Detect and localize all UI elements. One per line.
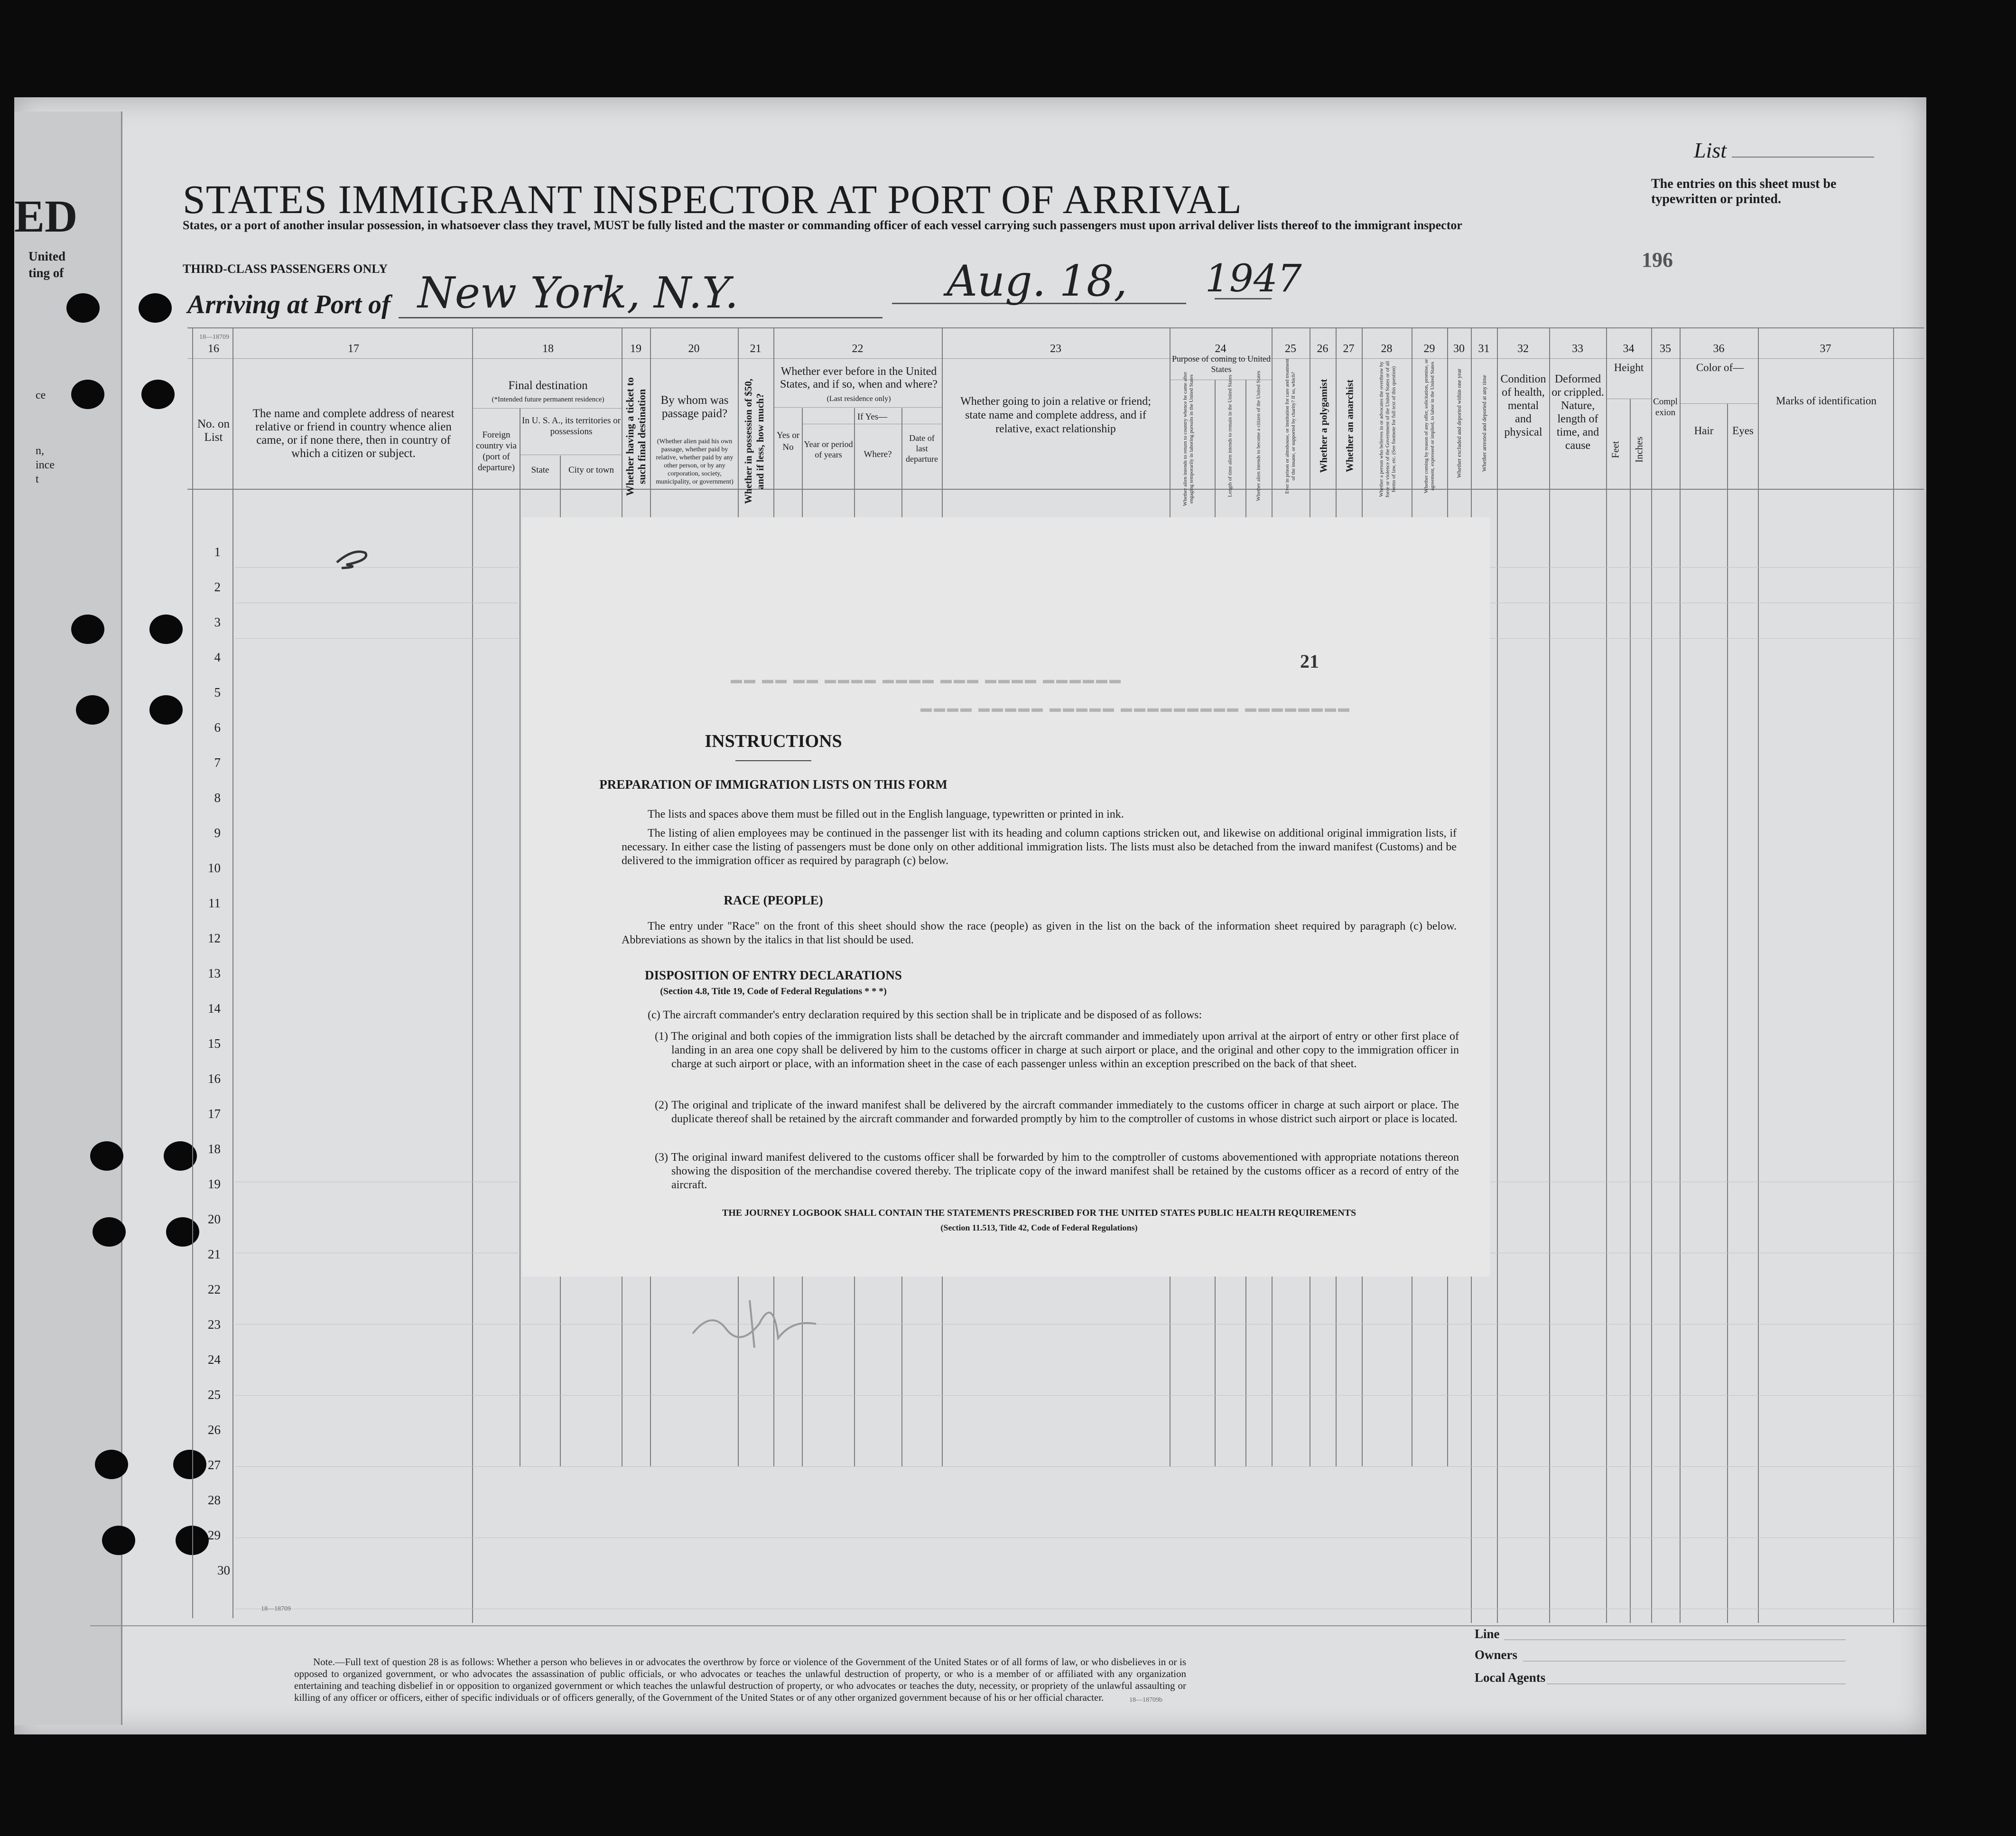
pen-mark: [332, 539, 375, 572]
col30-header: Whether excluded and deported within one year: [1456, 368, 1462, 478]
column-number: 30: [1453, 343, 1465, 355]
col20-header: By whom was passage paid?: [660, 394, 729, 420]
section-subheading: (Section 4.8, Title 19, Code of Federal Regulations * * *): [660, 986, 887, 997]
col24c-header: Whether alien intends to become a citizen of the United States: [1255, 371, 1262, 501]
header-bottom-rule: [187, 489, 1924, 490]
instruction-text: (2) The original and triplicate of the inward manifest shall be delivered by the aircraft commander immediately to the customs officer in charge at such airport or place. The duplicate thereof shall be retained by the aircraft commander and forwarded promptly by him to the comptroller of customs in whose district such airport or place is located.: [655, 1099, 1459, 1125]
column-number: 24: [1215, 343, 1226, 355]
row-number: 28: [208, 1493, 221, 1507]
row-rule: [235, 1466, 1924, 1467]
col-divider: [1606, 327, 1607, 1623]
column-number: 29: [1423, 343, 1435, 355]
col21-header: Whether in possession of $50, and if less, how much?: [743, 379, 766, 504]
left-fragment: n, ince t: [36, 445, 55, 485]
column-number: 20: [688, 343, 700, 355]
col-divider: [1549, 327, 1550, 1623]
column-number: 23: [1050, 343, 1061, 355]
row-number: 18: [208, 1142, 221, 1156]
col22-if-yes: If Yes—: [857, 412, 888, 422]
column-number: 18: [542, 343, 554, 355]
punch-hole: [141, 380, 175, 409]
column-number: 19: [630, 343, 641, 355]
punch-hole: [93, 1217, 126, 1247]
port-value: New York, N.Y.: [418, 268, 739, 318]
punch-hole: [102, 1526, 135, 1555]
col33-header: Deformed or crippled. Nature, length of time, and cause: [1551, 373, 1604, 452]
row-number: 23: [208, 1317, 221, 1332]
owners-label: Owners: [1475, 1648, 1517, 1662]
form-code-top: 18—18709: [199, 334, 229, 341]
left-line-1: United: [28, 249, 66, 263]
col25-header: Ever in prison or almshouse, or institution for care and treatment of the insane, or supported by charity? If so, which?: [1284, 358, 1296, 494]
row-number: 1: [214, 545, 221, 559]
left-fragment: ce: [36, 389, 46, 401]
col-divider: [1497, 327, 1498, 1623]
col18-state: State: [531, 465, 549, 475]
row-number: 24: [208, 1352, 221, 1367]
punch-hole: [71, 615, 104, 644]
list-label: List: [1694, 138, 1727, 162]
page-title: STATES IMMIGRANT INSPECTOR AT PORT OF ARRIVAL: [183, 177, 1242, 222]
local-agents-label: Local Agents: [1475, 1670, 1546, 1685]
column-number: 32: [1517, 343, 1529, 355]
row-number: 2: [214, 580, 221, 594]
section-heading: PREPARATION OF IMMIGRATION LISTS ON THIS FORM: [599, 777, 948, 792]
form-code-bottom: 18—18709: [261, 1605, 291, 1612]
row-number: 12: [208, 931, 221, 945]
page-subtitle: States, or a port of another insular possession, in whatsoever class they travel, MUST be fully listed and the master or commanding officer of each vessel carrying such passengers must upon arrival deliver lists thereof to the immigrant inspector: [183, 218, 1462, 232]
column-number: 16: [208, 343, 219, 355]
row-number: 26: [208, 1423, 221, 1437]
section-heading: THE JOURNEY LOGBOOK SHALL CONTAIN THE STATEMENTS PRESCRIBED FOR THE UNITED STATES PUBLIC HEALTH REQUIREMENTS: [722, 1208, 1356, 1218]
punch-hole: [71, 380, 104, 409]
row-number: 16: [208, 1072, 221, 1086]
col18-title: Final destination: [508, 379, 588, 392]
col24a-header: Whether alien intends to return to country whence he came after engaging temporarily in laboring pursuits in the United States: [1182, 372, 1194, 506]
faint-signature: [683, 1281, 826, 1352]
date-value: Aug. 18,: [947, 256, 1127, 306]
section-subheading: (Section 11.513, Title 42, Code of Federal Regulations): [940, 1223, 1138, 1232]
row-number: 30: [217, 1563, 230, 1577]
col32-header: Condition of health, mental and physical: [1500, 373, 1546, 438]
row-number: 21: [208, 1247, 221, 1261]
col-divider: [1680, 327, 1681, 1623]
row-number: 6: [214, 720, 221, 735]
row-number: 13: [208, 966, 221, 980]
section-heading: RACE (PEOPLE): [724, 893, 823, 907]
column-number: 36: [1713, 343, 1725, 355]
punch-hole: [66, 293, 100, 323]
instruction-text: (3) The original inward manifest delivered to the customs officer shall be forwarded by him to the comptroller of customs abovementioned with appropriate notations thereon showing the disposition of the merchandise covered thereby. The triplicate copy of the inward manifest shall be retained by the customs officer as a record of entry of the aircraft.: [655, 1151, 1459, 1191]
col22-year: Year or period of years: [804, 439, 853, 459]
col24-header: Purpose of coming to United States: [1172, 354, 1271, 374]
col28-header: Whether a person who believes in or advocates the overthrow by force or violence of the Government of the United States or of all forms of law, etc. (See footnote for full text of this question): [1378, 361, 1397, 498]
col22-header: Whether ever before in the United States, and if so, when and where?: [780, 365, 938, 391]
col-divider: [1727, 403, 1728, 1623]
year-value: 1947: [1205, 256, 1302, 300]
column-number-rule: [187, 358, 1924, 359]
col18-usa: In U. S. A., its territories or possessions: [522, 416, 621, 437]
row-number: 4: [214, 650, 221, 664]
col35-header: Complexion: [1653, 397, 1678, 418]
column-number: 34: [1623, 343, 1635, 355]
bleed-through-number: 21: [1300, 651, 1319, 672]
col18-subtitle: (*Intended future permanent residence): [492, 396, 604, 403]
instruction-text: The entry under "Race" on the front of this sheet should show the race (people) as given in the list on the back of the information sheet required by paragraph (c) below. Abbreviations as shown by the italics in that list should be used.: [622, 920, 1457, 946]
col22-rule: [774, 407, 942, 408]
class-note: THIRD-CLASS PASSENGERS ONLY: [183, 262, 388, 276]
row-number: 20: [208, 1212, 221, 1226]
col26-header: Whether a polygamist: [1318, 379, 1329, 473]
col18-rule: [473, 408, 622, 409]
col20-note: (Whether alien paid his own passage, whether paid by relative, whether paid by any other person, or by any corporation, society, municipality, or government): [656, 438, 734, 485]
table-top-rule: [187, 327, 1924, 328]
instruction-text: The listing of alien employees may be continued in the passenger list with its heading and column captions stricken out, and likewise on additional original immigration lists, if necessary. In either case the listing of passengers must be done only on other additional immigration lists. The lists must also be detached from the inward manifest (Customs) and be delivered to the immigration officer as required by paragraph (c) below.: [622, 827, 1457, 867]
col16-header: No. on List: [197, 418, 230, 444]
footnote: Note.—Full text of question 28 is as follows: Whether a person who believes in or advocates the overthrow by force or violence of the Government of the United States or of all forms of law, or who disbelieves in or is opposed to organized government, or who advocates the assassination of public officials, or who advocates or teaches the unlawful destruction of property, or who is a member of or affiliated with any organization entertaining and teaching disbelief in or opposition to organized government or which teaches the unlawful destruction of property, or who advocates or teaches the duty, necessity, or propriety of the unlawful assaulting or killing of any officer or officers, either of specific individuals or of officers generally, of the Government of the United States or of any other organized government because of his or her official character.: [294, 1656, 1186, 1703]
row-number: 9: [214, 826, 221, 840]
table-bottom-rule: [90, 1625, 1926, 1626]
col-divider: [1893, 327, 1894, 1623]
row-rule: [235, 1395, 1924, 1396]
instruction-text: (1) The original and both copies of the immigration lists shall be detached by the aircraft commander and immediately upon arrival at the airport of entry or other first place of landing in an area one copy shall be delivered by him to the customs officer in charge at such airport or place, and the original and other copy to the immigration officer in charge at such airport or place, with an information sheet in the case of each passenger unless within an exception prescribed on the back of that sheet.: [655, 1030, 1459, 1070]
punch-hole: [149, 615, 183, 644]
punch-hole: [90, 1141, 123, 1171]
punch-hole: [139, 293, 172, 323]
column-number: 33: [1572, 343, 1583, 355]
bleed-through-text: ▬▬ ▬▬ ▬▬ ▬▬▬▬ ▬▬▬▬ ▬▬▬ ▬▬▬▬ ▬▬▬▬▬▬: [731, 674, 1123, 686]
row-number: 29: [208, 1528, 221, 1542]
row-number: 7: [214, 755, 221, 770]
col23-header: Whether going to join a relative or friend; state name and complete address, and if relative, exact relationship: [960, 395, 1151, 435]
col-divider: [1630, 399, 1631, 1623]
row-number: 3: [214, 615, 221, 629]
row-number: 27: [208, 1458, 221, 1472]
instructions-slip: [522, 517, 1490, 1277]
section-heading: DISPOSITION OF ENTRY DECLARATIONS: [645, 968, 902, 982]
col36-header: Color of—: [1696, 362, 1744, 373]
row-number: 15: [208, 1036, 221, 1051]
row-number: 19: [208, 1177, 221, 1191]
row-number: 14: [208, 1001, 221, 1016]
punch-hole: [95, 1450, 128, 1479]
col27-header: Whether an anarchist: [1344, 379, 1356, 473]
col34-inches: Inches: [1633, 437, 1645, 463]
col-divider: [1651, 327, 1652, 1623]
row-number: 8: [214, 791, 221, 805]
row-number: 17: [208, 1107, 221, 1121]
instruction-text: The lists and spaces above them must be filled out in the English language, typewritten or printed in ink.: [648, 808, 1124, 820]
column-number: 25: [1285, 343, 1296, 355]
row-number: 5: [214, 685, 221, 699]
col19-header: Whether having a ticket to such final destination: [624, 377, 648, 496]
col22-yes-no: Yes or No: [776, 430, 800, 452]
row-number: 11: [208, 896, 221, 910]
col36-hair: Hair: [1694, 425, 1714, 437]
row-number: 22: [208, 1282, 221, 1296]
col17-header: The name and complete address of nearest relative or friend in country whence alien came, or if none there, then in country of which a citizen or subject.: [252, 407, 455, 460]
port-label: Arriving at Port of: [187, 290, 390, 319]
col34-header: Height: [1614, 362, 1644, 373]
bleed-through-text: ▬▬▬▬ ▬▬▬▬▬ ▬▬▬▬▬ ▬▬▬▬▬▬▬▬▬ ▬▬▬▬▬▬▬▬: [920, 702, 1351, 715]
row-number: 10: [208, 861, 221, 875]
column-number: 31: [1478, 343, 1490, 355]
col18-city: City or town: [568, 465, 614, 475]
left-line-2: ting of: [28, 266, 64, 280]
list-underline: [1732, 157, 1874, 158]
col22-last-departure: Date of last departure: [906, 433, 938, 464]
col36-rule: [1681, 403, 1758, 404]
col18-foreign: Foreign country via (port of departure): [475, 430, 517, 473]
col31-header: Whether arrested and deported at any time: [1481, 375, 1487, 472]
column-number: 17: [348, 343, 359, 355]
col22-sub: (Last residence only): [827, 395, 891, 403]
column-number: 37: [1820, 343, 1831, 355]
column-number: 27: [1343, 343, 1355, 355]
col-divider: [232, 327, 233, 1618]
year-prefix: 196: [1642, 248, 1673, 271]
col22-where: Where?: [864, 449, 892, 459]
facing-page-edge: [14, 112, 122, 1725]
column-number: 35: [1660, 343, 1671, 355]
footnote-code: 18—18709b: [1129, 1696, 1162, 1704]
col24b-header: Length of time alien intends to remain in the United States: [1227, 374, 1233, 497]
col37-header: Marks of identification: [1775, 395, 1877, 407]
column-number: 26: [1317, 343, 1329, 355]
left-title-fragment: ED: [14, 191, 78, 242]
instructions-title: INSTRUCTIONS: [705, 731, 842, 751]
row-number: 25: [208, 1388, 221, 1402]
title-rule: [735, 760, 811, 761]
punch-hole: [149, 695, 183, 725]
column-number: 28: [1381, 343, 1393, 355]
col36-eyes: Eyes: [1732, 425, 1754, 437]
punch-hole: [76, 695, 109, 725]
col-divider: [472, 327, 473, 1623]
instruction-text: (c) The aircraft commander's entry declaration required by this section shall be in triplicate and be disposed of as follows:: [648, 1009, 1202, 1021]
column-number: 22: [852, 343, 864, 355]
line-label: Line: [1475, 1627, 1500, 1641]
entries-note: The entries on this sheet must be typewritten or printed.: [1651, 177, 1837, 206]
column-number: 21: [750, 343, 762, 355]
col-divider: [1758, 327, 1759, 1623]
col34-feet: Feet: [1609, 441, 1621, 458]
col29-header: Whether coming by reason of any offer, solicitation, promise, or agreement, expressed or implied, to labor in the United States: [1423, 359, 1435, 494]
